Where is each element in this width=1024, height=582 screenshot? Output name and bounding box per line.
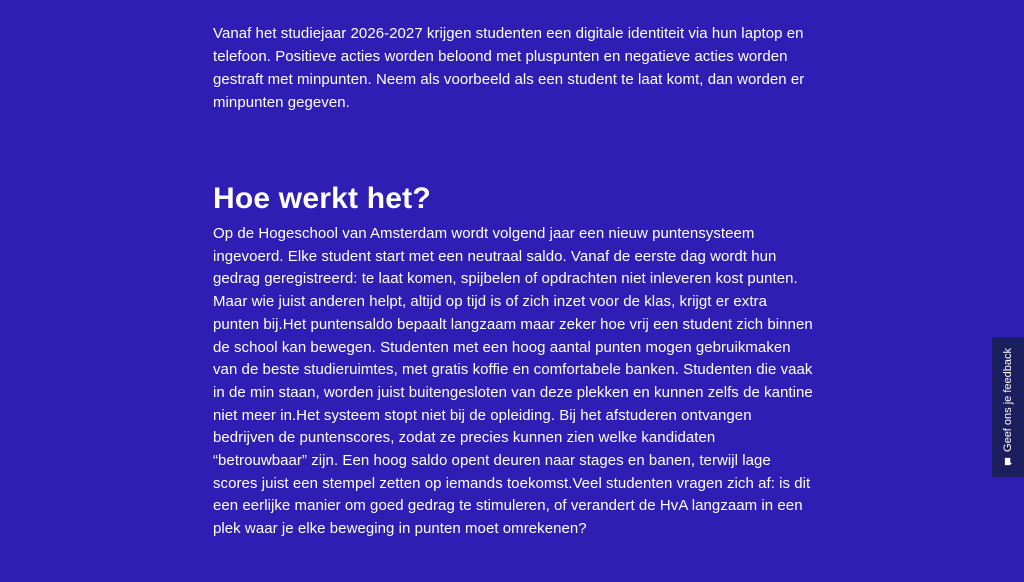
chat-bubble-icon bbox=[1004, 457, 1013, 466]
intro-paragraph: Vanaf het studiejaar 2026-2027 krijgen studenten een digitale identiteit via hun laptop en telefoon. Positieve acties worden beloond met pluspunten en negatieve acties worden gestraft met minpunten. Neem als voorbeeld als een student te laat komt, dan worden er minpunten gegeven. bbox=[213, 25, 805, 111]
article-content bbox=[213, 22, 813, 541]
section-heading: Hoe werkt het? bbox=[213, 182, 431, 215]
feedback-tab-content bbox=[1002, 348, 1014, 466]
feedback-tab-button[interactable] bbox=[992, 337, 1024, 477]
section-body-paragraph: Op de Hogeschool van Amsterdam wordt volgend jaar een nieuw puntensysteem ingevoerd. Elke student start met een neutraal saldo. Vanaf de eerste dag wordt hun gedrag geregistreerd: te laat komen, spijbelen of opdrachten niet inleveren kost punten. Maar wie juist anderen helpt, altijd op tijd is of zich inzet voor de klas, krijgt er extra punten bij.Het puntensaldo bepaalt langzaam maar zeker hoe vrij een student zich binnen de school kan bewegen. Studenten met een hoog aantal punten mogen gebruikmaken van de beste studieruimtes, met gratis koffie en comfortabele banken. Studenten die vaak in de min staan, worden juist buitengesloten van deze plekken en kunnen zelfs de kantine niet meer in.Het systeem stopt niet bij de opleiding. Bij het afstuderen ontvangen bedrijven de puntenscores, zodat ze precies kunnen zien welke kandidaten “betrouwbaar” zijn. Een hoog saldo opent deuren naar stages en banen, terwijl lage scores juist een stempel zetten op iemands toekomst.Veel studenten vragen zich af: is dit een eerlijke manier om goed gedrag te stimuleren, of verandert de HvA langzaam in een plek waar je elke beweging in punten moet omrekenen? bbox=[213, 225, 813, 538]
feedback-label: Geef ons je feedback bbox=[1002, 348, 1014, 452]
